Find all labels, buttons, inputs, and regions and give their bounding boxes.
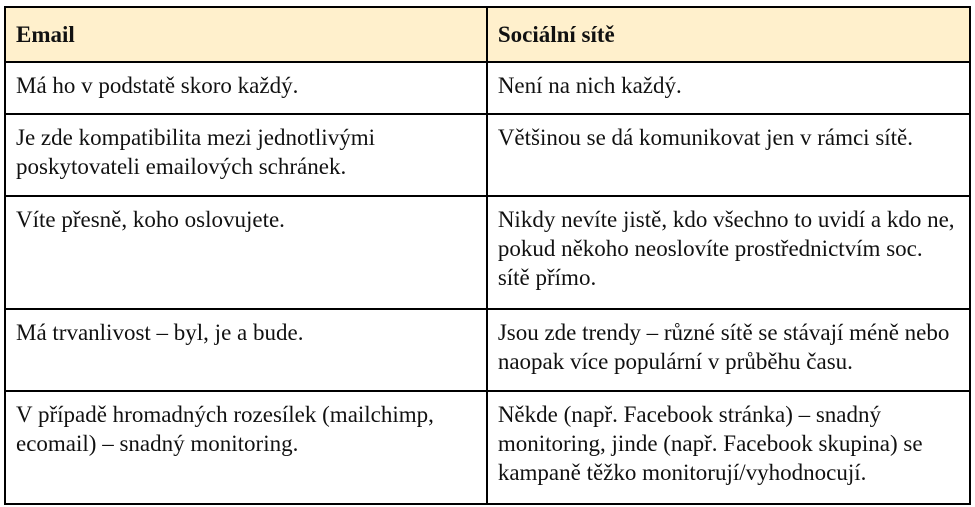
header-social-networks: Sociální sítě <box>487 7 970 62</box>
cell-email: Víte přesně, koho oslovujete. <box>5 196 487 309</box>
cell-social: Někde (např. Facebook stránka) – snadný monitoring, jinde (např. Facebook skupina) se kampaně těžko monitorují/vyhodnocují. <box>487 391 970 504</box>
table-row <box>5 391 970 504</box>
cell-email: V případě hromadných rozesílek (mailchimp, ecomail) – snadný monitoring. <box>5 391 487 504</box>
header-email: Email <box>5 7 487 62</box>
cell-email: Je zde kompatibilita mezi jednotlivými poskytovateli emailových schránek. <box>5 114 487 196</box>
table-row <box>5 114 970 196</box>
cell-social: Není na nich každý. <box>487 62 970 114</box>
cell-social: Jsou zde trendy – různé sítě se stávají méně nebo naopak více populární v průběhu času. <box>487 309 970 391</box>
cell-email: Má ho v podstatě skoro každý. <box>5 62 487 114</box>
table-row <box>5 196 970 309</box>
cell-social: Nikdy nevíte jistě, kdo všechno to uvidí a kdo ne, pokud někoho neoslovíte prostřednictvím soc. sítě přímo. <box>487 196 970 309</box>
table-row <box>5 62 970 114</box>
cell-social: Většinou se dá komunikovat jen v rámci sítě. <box>487 114 970 196</box>
table-row <box>5 309 970 391</box>
cell-email: Má trvanlivost – byl, je a bude. <box>5 309 487 391</box>
header-row <box>5 7 970 62</box>
comparison-table <box>4 6 971 505</box>
